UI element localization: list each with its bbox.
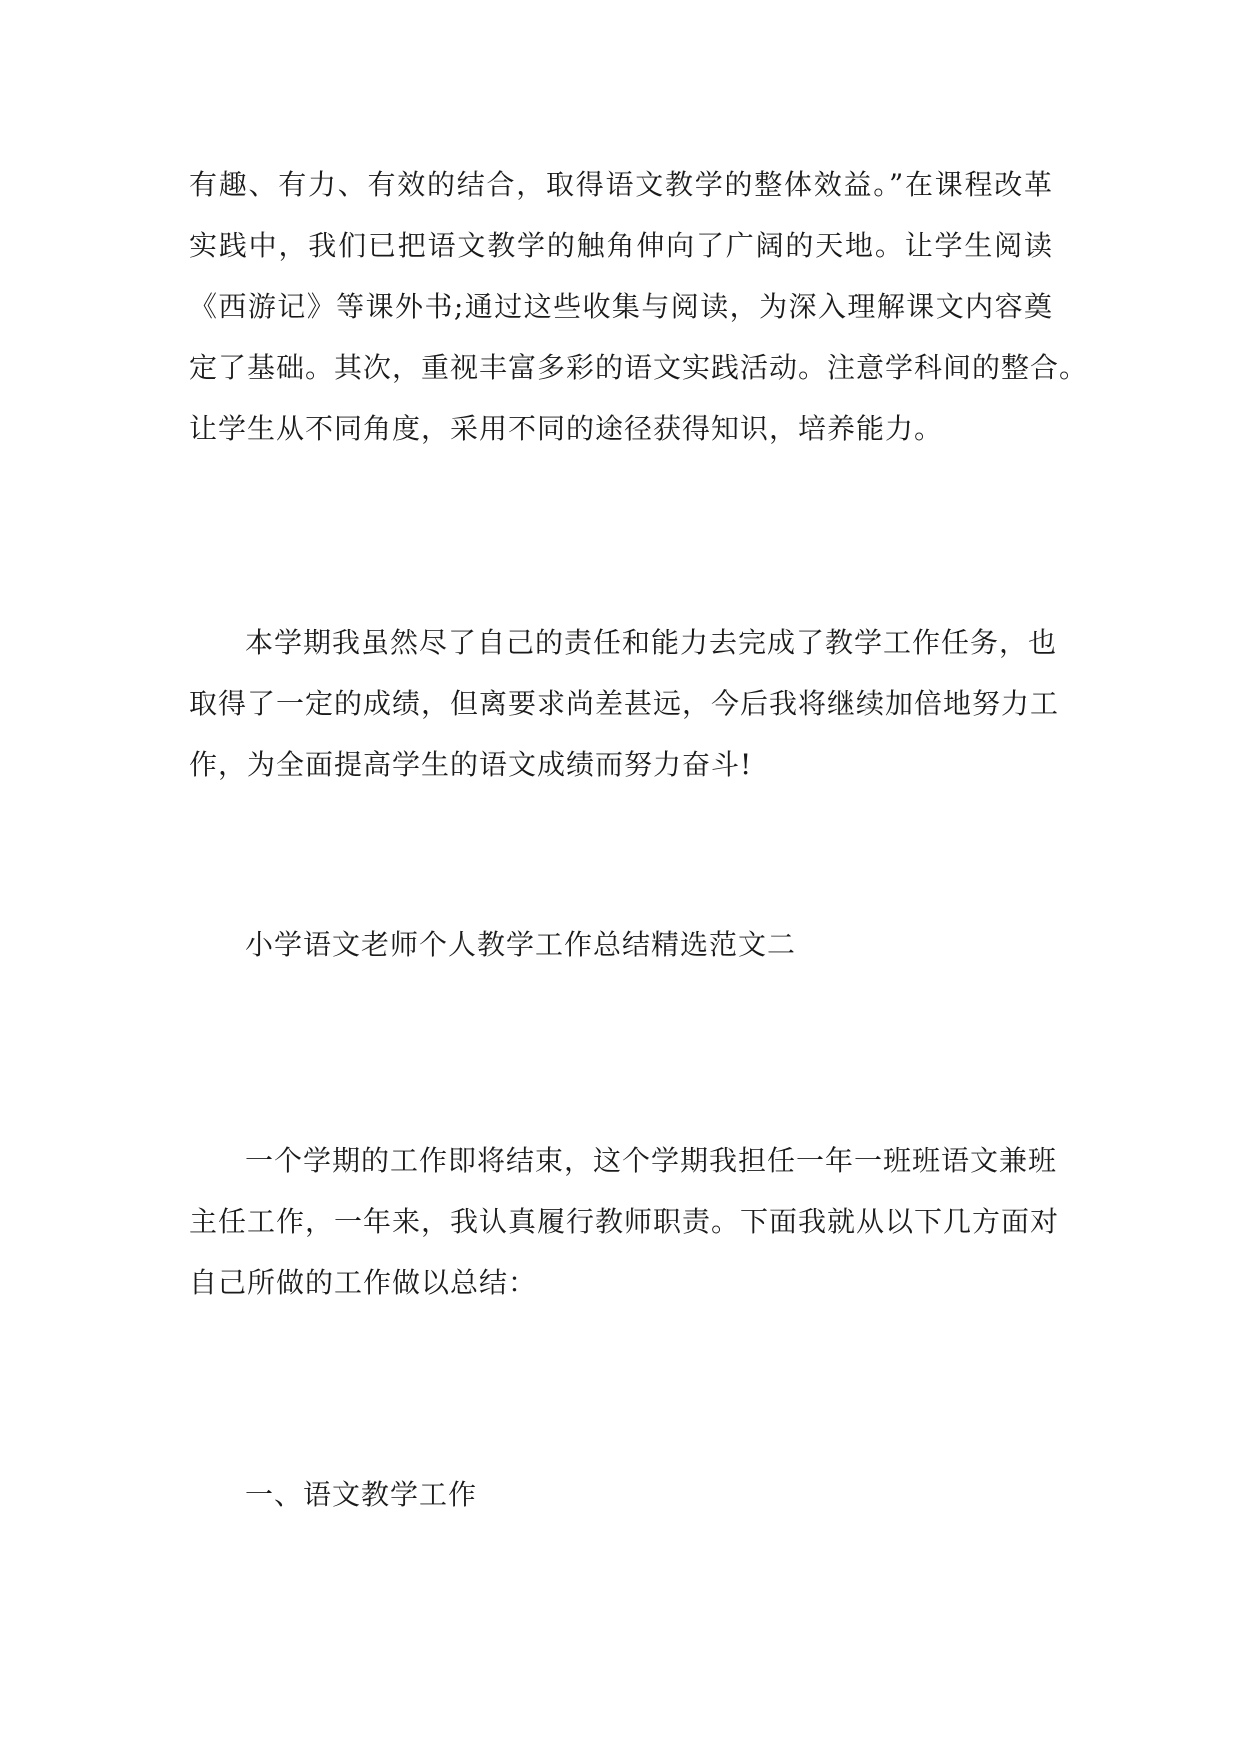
text-line: 有趣、有力、有效的结合，取得语文教学的整体效益。”在课程改革: [189, 168, 1053, 201]
text-line: 让学生从不同角度，采用不同的途径获得知识，培养能力。: [189, 412, 944, 445]
heading-text: 一、语文教学工作: [245, 1478, 478, 1511]
paragraph-continuation: [189, 154, 1089, 459]
text-line: 自己所做的工作做以总结：: [189, 1266, 538, 1299]
section-heading: [189, 914, 1053, 975]
text-line: 本学期我虽然尽了自己的责任和能力去完成了教学工作任务，也: [245, 626, 1058, 659]
text-line: 作，为全面提高学生的语文成绩而努力奋斗!: [189, 748, 753, 781]
subsection-heading: [189, 1464, 1053, 1525]
text-line: 一个学期的工作即将结束，这个学期我担任一年一班班语文兼班: [245, 1144, 1058, 1177]
paragraph-semester-summary: [189, 612, 1060, 795]
text-line: 实践中，我们已把语文教学的触角伸向了广阔的天地。让学生阅读: [189, 229, 1053, 262]
text-line: 取得了一定的成绩，但离要求尚差甚远，今后我将继续加倍地努力工: [189, 687, 1060, 720]
text-line: 《西游记》等课外书;通过这些收集与阅读，为深入理解课文内容奠: [189, 290, 1053, 323]
heading-text: 小学语文老师个人教学工作总结精选范文二: [245, 928, 797, 961]
text-line: 主任工作，一年来，我认真履行教师职责。下面我就从以下几方面对: [189, 1205, 1060, 1238]
paragraph-intro: [189, 1130, 1060, 1313]
text-line: 定了基础。其次，重视丰富多彩的语文实践活动。注意学科间的整合。: [189, 351, 1089, 384]
